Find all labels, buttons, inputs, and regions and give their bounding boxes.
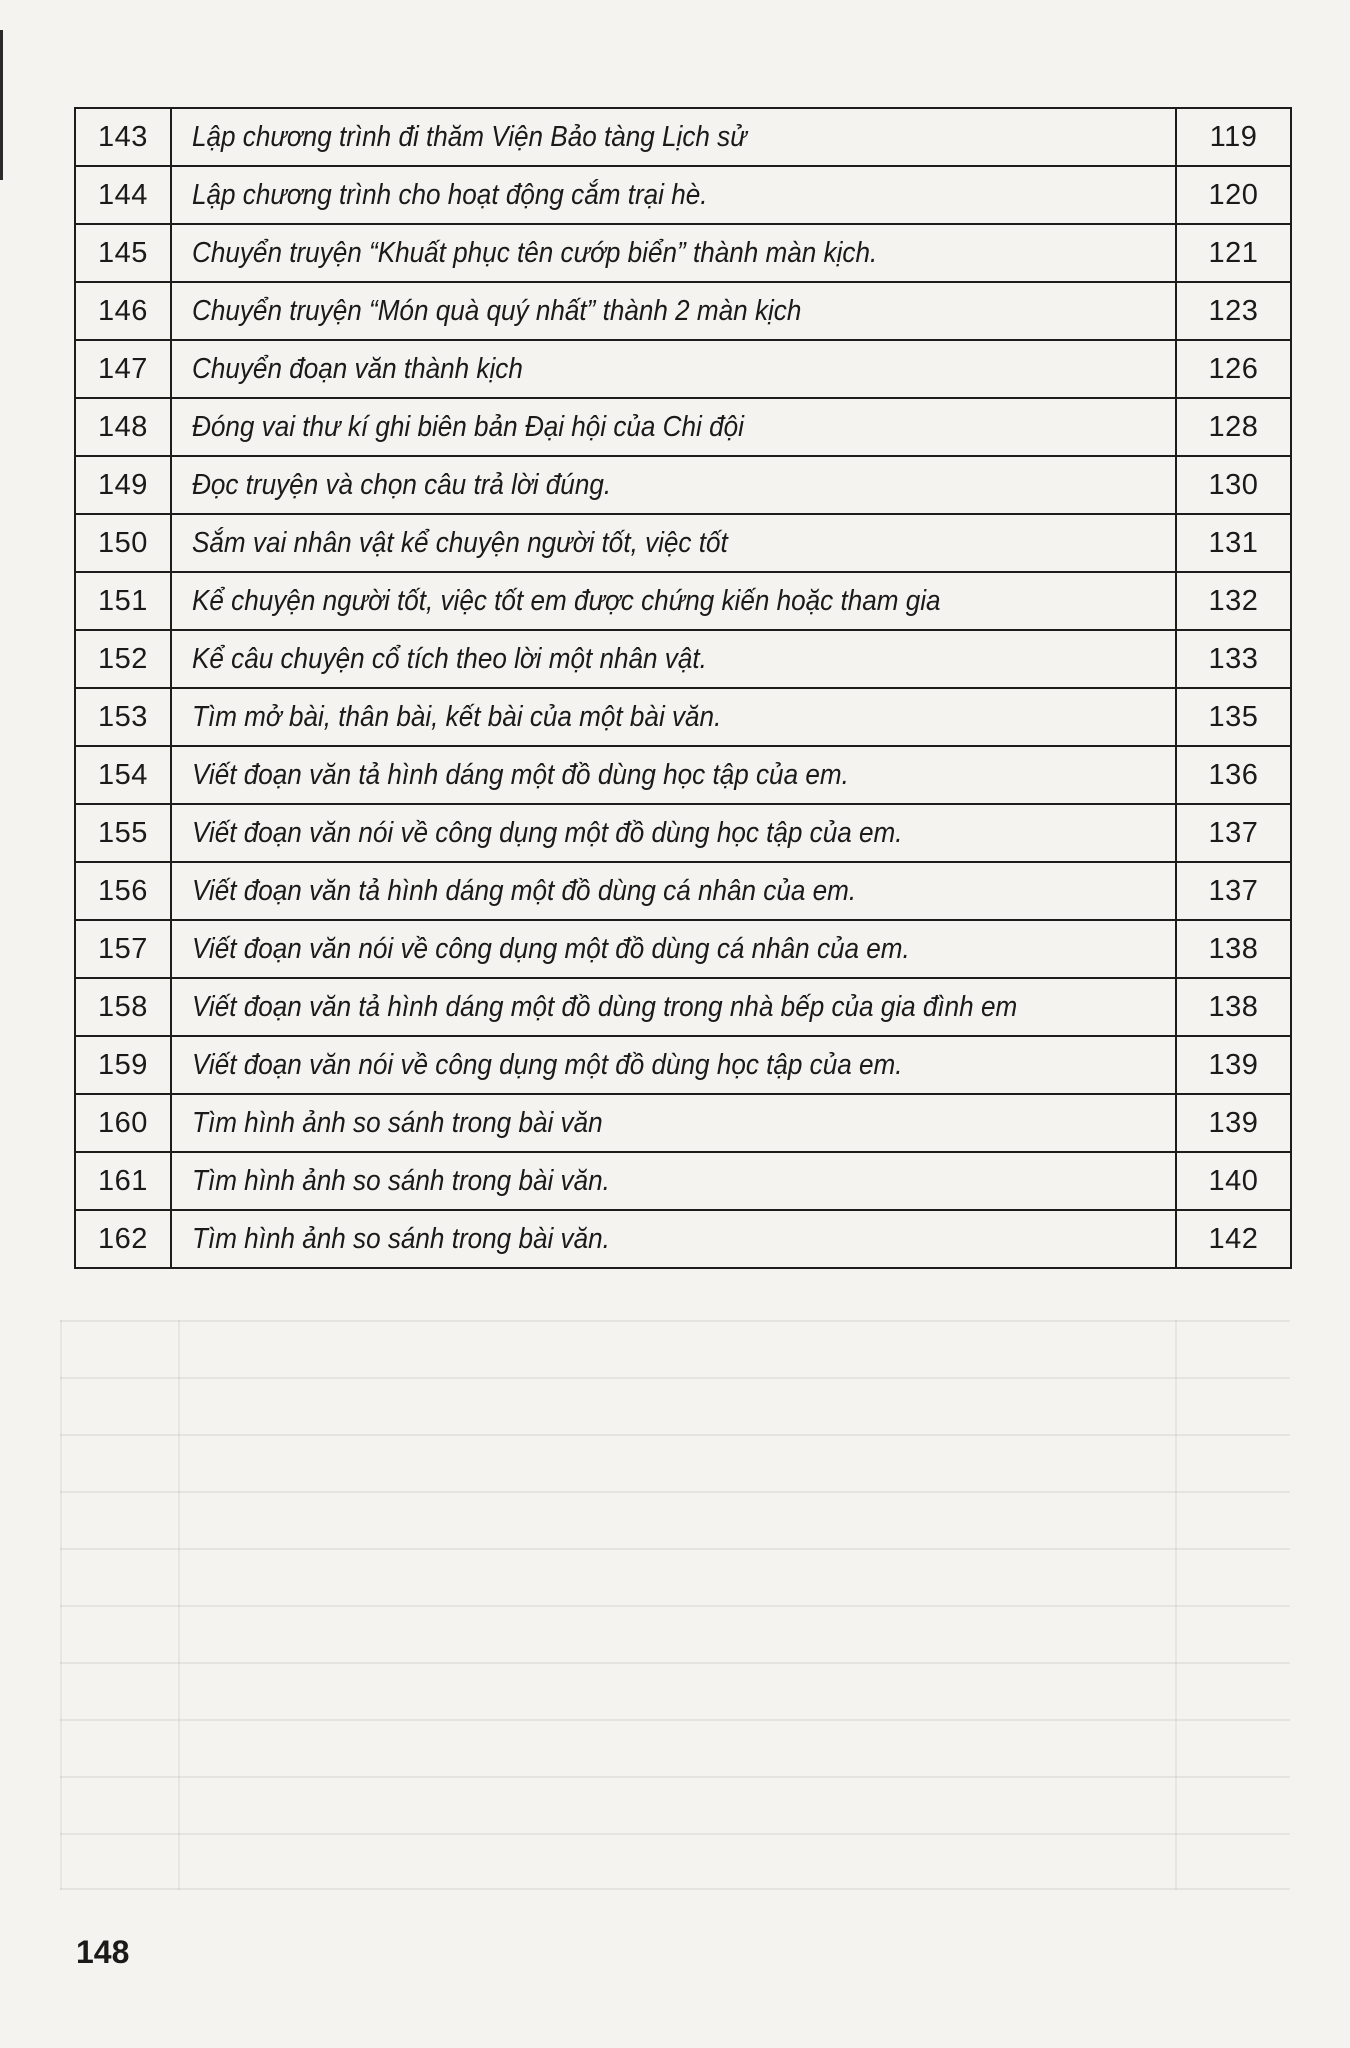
entry-page: 120: [1176, 166, 1291, 224]
entry-title: Tìm mở bài, thân bài, kết bài của một bài văn.: [192, 700, 722, 733]
entry-title-cell: [171, 1210, 1176, 1268]
entry-title-cell: [171, 1094, 1176, 1152]
entry-title: Tìm hình ảnh so sánh trong bài văn.: [192, 1222, 610, 1255]
entry-title: Lập chương trình cho hoạt động cắm trại hè.: [192, 178, 708, 211]
table-row: [75, 572, 1291, 630]
entry-page: 137: [1176, 804, 1291, 862]
entry-number: 154: [75, 746, 171, 804]
entry-page: 135: [1176, 688, 1291, 746]
table-row: [75, 1036, 1291, 1094]
entry-number: 157: [75, 920, 171, 978]
entry-title: Viết đoạn văn nói về công dụng một đồ dùng học tập của em.: [192, 1048, 903, 1081]
entry-number: 160: [75, 1094, 171, 1152]
entry-title-cell: [171, 398, 1176, 456]
entry-title: Lập chương trình đi thăm Viện Bảo tàng Lịch sử: [192, 120, 747, 153]
entry-page: 137: [1176, 862, 1291, 920]
table-row: [75, 282, 1291, 340]
entry-page: 128: [1176, 398, 1291, 456]
table-row: [75, 862, 1291, 920]
table-row: [75, 456, 1291, 514]
entry-page: 126: [1176, 340, 1291, 398]
entry-title: Kể chuyện người tốt, việc tốt em được chứng kiến hoặc tham gia: [192, 584, 941, 617]
entry-title: Viết đoạn văn tả hình dáng một đồ dùng học tập của em.: [192, 758, 849, 791]
entry-title: Chuyển truyện “Khuất phục tên cướp biển” thành màn kịch.: [192, 236, 878, 269]
entry-title: Viết đoạn văn nói về công dụng một đồ dùng cá nhân của em.: [192, 932, 910, 965]
entry-number: 149: [75, 456, 171, 514]
entry-number: 153: [75, 688, 171, 746]
table-row: [75, 398, 1291, 456]
entry-title: Chuyển truyện “Món quà quý nhất” thành 2 màn kịch: [192, 294, 802, 327]
table-row: [75, 1152, 1291, 1210]
entry-page: 136: [1176, 746, 1291, 804]
table-row: [75, 340, 1291, 398]
page-number: 148: [76, 1934, 130, 1970]
entry-title-cell: [171, 920, 1176, 978]
entry-number: 161: [75, 1152, 171, 1210]
entry-title-cell: [171, 514, 1176, 572]
entry-title-cell: [171, 224, 1176, 282]
entry-number: 150: [75, 514, 171, 572]
entry-title-cell: [171, 456, 1176, 514]
page-edge-shadow: [0, 30, 3, 180]
entry-title-cell: [171, 630, 1176, 688]
table-row: [75, 1210, 1291, 1268]
entry-title-cell: [171, 282, 1176, 340]
entry-title: Chuyển đoạn văn thành kịch: [192, 352, 523, 385]
entry-number: 159: [75, 1036, 171, 1094]
entry-page: 131: [1176, 514, 1291, 572]
entry-title-cell: [171, 1036, 1176, 1094]
table-row: [75, 746, 1291, 804]
entry-title: Tìm hình ảnh so sánh trong bài văn.: [192, 1164, 610, 1197]
entry-title-cell: [171, 108, 1176, 166]
entry-number: 162: [75, 1210, 171, 1268]
table-row: [75, 108, 1291, 166]
table-row: [75, 630, 1291, 688]
entry-number: 147: [75, 340, 171, 398]
entry-number: 151: [75, 572, 171, 630]
entry-page: 138: [1176, 920, 1291, 978]
entry-title-cell: [171, 804, 1176, 862]
entry-page: 123: [1176, 282, 1291, 340]
entry-page: 139: [1176, 1036, 1291, 1094]
entry-page: 130: [1176, 456, 1291, 514]
entry-title: Sắm vai nhân vật kể chuyện người tốt, việc tốt: [192, 526, 728, 559]
toc-body: [75, 108, 1291, 1268]
entry-title: Viết đoạn văn nói về công dụng một đồ dùng học tập của em.: [192, 816, 903, 849]
table-row: [75, 804, 1291, 862]
table-row: [75, 688, 1291, 746]
entry-page: 139: [1176, 1094, 1291, 1152]
entry-page: 142: [1176, 1210, 1291, 1268]
entry-page: 119: [1176, 108, 1291, 166]
entry-title: Viết đoạn văn tả hình dáng một đồ dùng trong nhà bếp của gia đình em: [192, 990, 1018, 1023]
entry-page: 138: [1176, 978, 1291, 1036]
entry-page: 132: [1176, 572, 1291, 630]
entry-title-cell: [171, 688, 1176, 746]
entry-number: 156: [75, 862, 171, 920]
bleed-through-shadow: [60, 1320, 1290, 1890]
entry-number: 158: [75, 978, 171, 1036]
entry-title-cell: [171, 572, 1176, 630]
entry-number: 143: [75, 108, 171, 166]
entry-title-cell: [171, 862, 1176, 920]
table-row: [75, 1094, 1291, 1152]
entry-title: Đóng vai thư kí ghi biên bản Đại hội của Chi đội: [192, 410, 744, 443]
entry-title-cell: [171, 166, 1176, 224]
entry-title-cell: [171, 1152, 1176, 1210]
table-of-contents: [74, 107, 1292, 1269]
entry-number: 155: [75, 804, 171, 862]
entry-number: 148: [75, 398, 171, 456]
entry-page: 140: [1176, 1152, 1291, 1210]
entry-page: 133: [1176, 630, 1291, 688]
table-row: [75, 514, 1291, 572]
entry-number: 144: [75, 166, 171, 224]
entry-number: 152: [75, 630, 171, 688]
table-row: [75, 920, 1291, 978]
entry-number: 146: [75, 282, 171, 340]
entry-page: 121: [1176, 224, 1291, 282]
entry-title: Viết đoạn văn tả hình dáng một đồ dùng cá nhân của em.: [192, 874, 857, 907]
table-row: [75, 978, 1291, 1036]
table-row: [75, 166, 1291, 224]
entry-title: Tìm hình ảnh so sánh trong bài văn: [192, 1106, 603, 1139]
entry-title-cell: [171, 340, 1176, 398]
entry-title: Đọc truyện và chọn câu trả lời đúng.: [192, 468, 612, 501]
entry-number: 145: [75, 224, 171, 282]
entry-title: Kể câu chuyện cổ tích theo lời một nhân vật.: [192, 642, 707, 675]
entry-title-cell: [171, 978, 1176, 1036]
entry-title-cell: [171, 746, 1176, 804]
table-row: [75, 224, 1291, 282]
